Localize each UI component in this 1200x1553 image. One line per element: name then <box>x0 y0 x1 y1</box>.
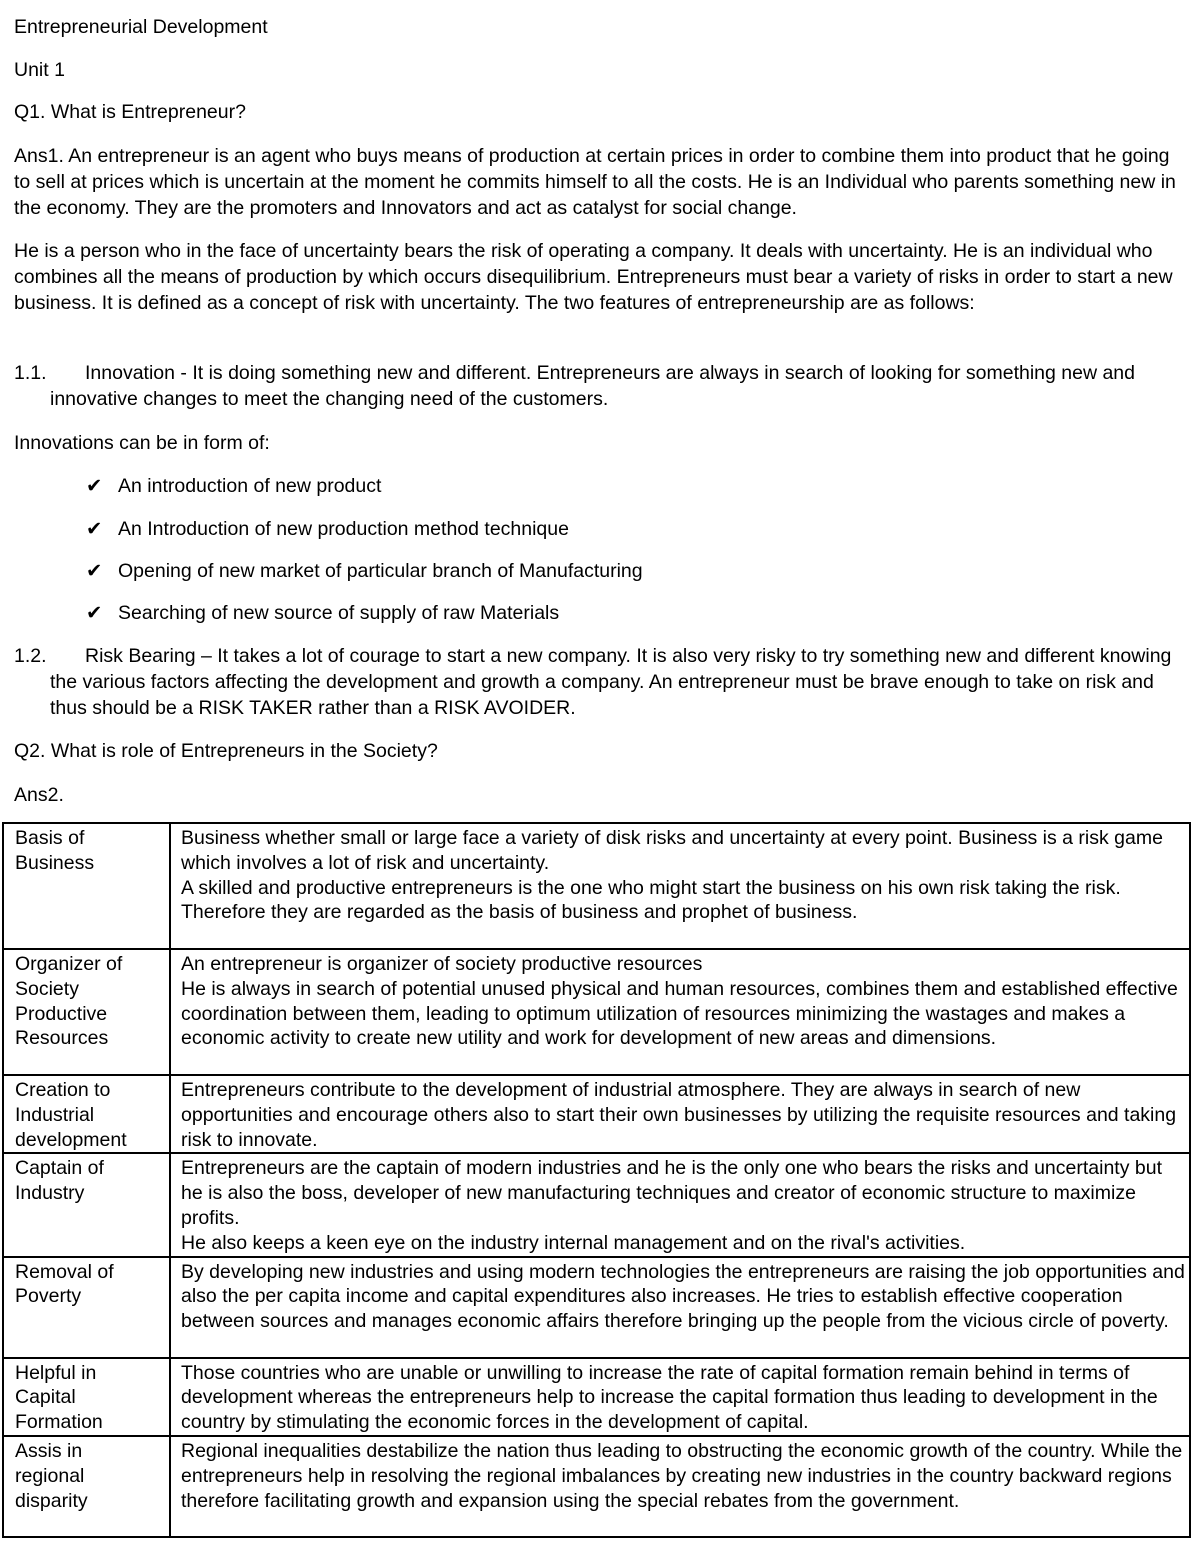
basis-text: Helpful in <box>15 1361 97 1384</box>
description-text: Those countries who are unable or unwilling to increase the rate of capital formation remain behind in terms of development whereas the entrepreneurs help to increase the capital formation thus leading to development in the country by stimulating the economic forces in the development of capital. <box>181 1361 1158 1434</box>
basis-text: Industrial <box>15 1103 95 1126</box>
check-icon: ✔ <box>86 474 103 497</box>
basis-text: Capital <box>15 1386 76 1409</box>
basis-text: Resources <box>15 1027 109 1050</box>
check-icon: ✔ <box>86 601 103 624</box>
description-cell <box>170 1358 1190 1436</box>
basis-text: Formation <box>15 1411 103 1434</box>
feature-innovation-number: 1.1. <box>14 362 47 384</box>
description-text: By developing new industries and using modern technologies the entrepreneurs are raising the job opportunities and also the per capita income and capital expenditures also increases. He tries to establish effective cooperation between sources and manages economic affairs therefore bringing up the people from the vicious circle of poverty. <box>181 1260 1185 1333</box>
table-row <box>3 823 1190 949</box>
basis-text: Business <box>15 851 95 874</box>
description-text: He is always in search of potential unused physical and human resources, combines them and established effective coordination between them, leading to optimum utilization of resources minimizing the wastages and makes a economic activity to create new utility and work for development of new areas and dimensions. <box>181 977 1178 1050</box>
table-row <box>3 1257 1190 1358</box>
feature-risk-bearing-number: 1.2. <box>14 645 47 667</box>
basis-cell <box>3 1153 170 1256</box>
list-item-text: An Introduction of new production method technique <box>118 518 569 540</box>
description-cell <box>170 949 1190 1075</box>
description-text: Entrepreneurs contribute to the development of industrial atmosphere. They are always in search of new opportunities and encourage others also to start their own businesses by utilizing the requisite resources and taking risk to innovate. <box>181 1079 1177 1151</box>
basis-cell <box>3 1075 170 1153</box>
basis-text: Industry <box>15 1182 85 1205</box>
answer-1-paragraph-2: He is a person who in the face of uncertainty bears the risk of operating a company. It deals with uncertainty. He is an individual who combines all the means of production by which occurs disequilibrium. Entrepreneurs must bear a variety of risks in order to start a new business. It is defined as a concept of risk with uncertainty. The two features of entrepreneurship are as follows: <box>14 240 1173 314</box>
answer-2-label: Ans2. <box>14 784 64 806</box>
list-item-text: An introduction of new product <box>118 475 382 497</box>
description-text: Therefore they are regarded as the basis of business and prophet of business. <box>181 901 858 924</box>
check-icon: ✔ <box>86 559 103 582</box>
table-row <box>3 1153 1190 1256</box>
table-row <box>3 1358 1190 1436</box>
feature-risk-bearing-text: Risk Bearing – It takes a lot of courage to start a new company. It is also very risky to try something new and different knowing the various factors affecting the development and growth a company. An entrepreneur must be brave enough to take on risk and thus should be a RISK TAKER rather than a RISK AVOIDER. <box>50 645 1172 719</box>
table-row <box>3 1075 1190 1153</box>
list-item <box>86 473 1186 499</box>
basis-text: Organizer of <box>15 953 123 975</box>
check-icon: ✔ <box>86 517 103 540</box>
feature-innovation <box>14 360 1186 412</box>
description-cell <box>170 1075 1190 1153</box>
basis-text: Removal of <box>15 1260 114 1283</box>
answer-1-paragraph-1: Ans1. An entrepreneur is an agent who buys means of production at certain prices in order to combine them into product that he going to sell at prices which is uncertain at the moment he commits himself to all the costs. He is an Individual who parents something new in the economy. They are the promoters and Innovators and act as catalyst for social change. <box>14 145 1176 219</box>
basis-text: Basis of <box>15 827 85 849</box>
feature-innovation-text: Innovation - It is doing something new and different. Entrepreneurs are always in search of looking for something new and innovative changes to meet the changing need of the customers. <box>50 362 1136 410</box>
description-cell <box>170 1436 1190 1537</box>
description-text: An entrepreneur is organizer of society productive resources <box>181 953 703 975</box>
list-item-text: Searching of new source of supply of raw Materials <box>118 602 560 624</box>
roles-table <box>2 822 1191 1538</box>
innovations-intro: Innovations can be in form of: <box>14 432 270 454</box>
description-text: A skilled and productive entrepreneurs is the one who might start the business on his own risk taking the risk. <box>181 876 1121 899</box>
list-item <box>86 600 1186 626</box>
basis-cell <box>3 1257 170 1358</box>
basis-text: Productive <box>15 1002 108 1025</box>
basis-cell <box>3 1436 170 1537</box>
feature-risk-bearing <box>14 643 1186 721</box>
unit-heading: Unit 1 <box>14 59 65 81</box>
list-item-text: Opening of new market of particular branch of Manufacturing <box>118 560 643 582</box>
basis-text: Poverty <box>15 1285 82 1308</box>
description-text: He also keeps a keen eye on the industry internal management and on the rival's activities. <box>181 1231 966 1254</box>
basis-text: Creation to <box>15 1079 111 1101</box>
table-row <box>3 949 1190 1075</box>
description-cell <box>170 823 1190 949</box>
basis-text: Assis in <box>15 1439 83 1462</box>
question-2: Q2. What is role of Entrepreneurs in the Society? <box>14 740 438 762</box>
description-text: Business whether small or large face a variety of disk risks and uncertainty at every point. Business is a risk game which involves a lot of risk and uncertainty. <box>181 827 1163 874</box>
description-cell <box>170 1257 1190 1358</box>
description-cell <box>170 1153 1190 1256</box>
table-row <box>3 1436 1190 1537</box>
list-item <box>86 516 1186 542</box>
list-item <box>86 558 1186 584</box>
document-title: Entrepreneurial Development <box>14 16 268 38</box>
question-1: Q1. What is Entrepreneur? <box>14 101 246 123</box>
basis-cell <box>3 823 170 949</box>
basis-cell <box>3 1358 170 1436</box>
description-text: Regional inequalities destabilize the nation thus leading to obstructing the economic growth of the country. While the entrepreneurs help in resolving the regional imbalances by creating new industries in the country backward regions therefore facilitating growth and expansion using the special rebates from the government. <box>181 1439 1183 1512</box>
basis-text: Captain of <box>15 1157 104 1180</box>
description-text: Entrepreneurs are the captain of modern industries and he is the only one who bears the risks and uncertainty but he is also the boss, developer of new manufacturing techniques and creator of economic structure to maximize profits. <box>181 1157 1162 1229</box>
basis-text: development <box>15 1128 127 1151</box>
basis-text: disparity <box>15 1489 88 1512</box>
basis-cell <box>3 949 170 1075</box>
basis-text: regional <box>15 1464 85 1487</box>
basis-text: Society <box>15 977 79 1000</box>
